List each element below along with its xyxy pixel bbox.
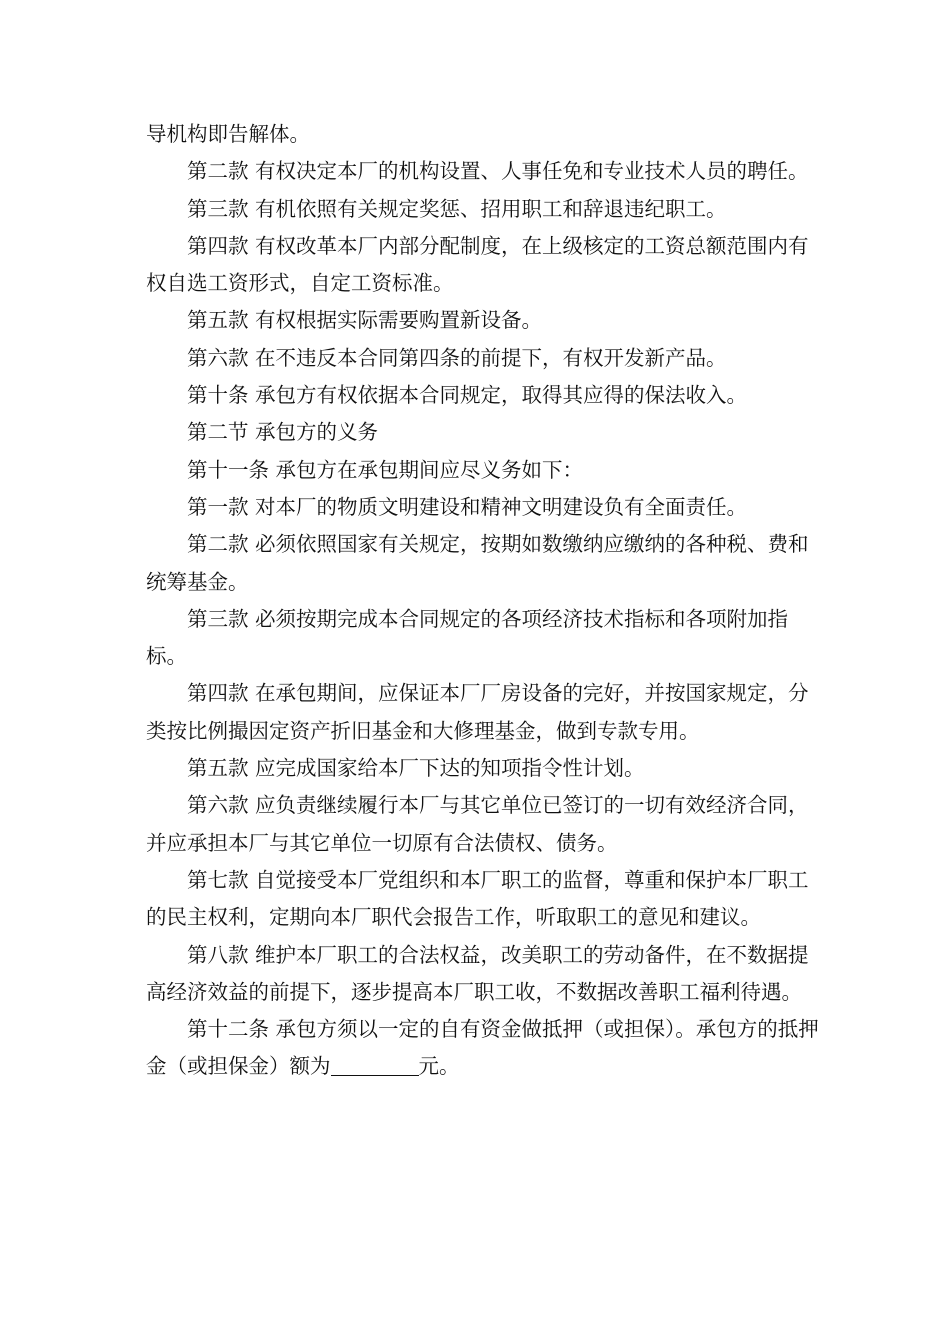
paragraph-8: 第十一条 承包方在承包期间应尽义务如下： (187, 457, 584, 482)
paragraph-14: 第六款 应负责继续履行本厂与其它单位已签订的一切有效经济合同，并应承担本厂与其它单位一切原有合法债权、债务。 (146, 793, 809, 855)
paragraph-0: 导机构即告解体。 (146, 122, 310, 146)
final-text-after-blank: 元。 (418, 1054, 460, 1079)
paragraph-13: 第五款 应完成国家给本厂下达的知项指令性计划。 (187, 756, 645, 781)
amount-blank-line (331, 1055, 419, 1077)
section-heading: 第二节 承包方的义务 (187, 420, 379, 445)
paragraph-1: 第二款 有权决定本厂的机构设置、人事任免和专业技术人员的聘任。 (187, 159, 809, 184)
document-body (146, 116, 826, 1086)
paragraph-final (146, 1011, 826, 1086)
final-text-before-blank: 第十二条 承包方须以一定的自有资金做抵押（或担保）。承包方的抵押金（或担保金）额为 (146, 1017, 819, 1079)
paragraph-10: 第二款 必须依照国家有关规定，按期如数缴纳应缴纳的各种税、费和统筹基金。 (146, 532, 809, 594)
paragraph-5: 第六款 在不违反本合同第四条的前提下，有权开发新产品。 (187, 345, 727, 370)
paragraph-15: 第七款 自觉接受本厂党组织和本厂职工的监督，尊重和保护本厂职工的民主权利，定期向本厂职代会报告工作，听取职工的意见和建议。 (146, 867, 809, 930)
paragraph-11: 第三款 必须按期完成本合同规定的各项经济技术指标和各项附加指标。 (146, 606, 789, 669)
paragraph-3: 第四款 有权改革本厂内部分配制度，在上级核定的工资总额范围内有权自选工资形式，自定工资标准。 (146, 233, 809, 296)
paragraph-16: 第八款 维护本厂职工的合法权益，改美职工的劳动备件，在不数据提高经济效益的前提下，逐步提高本厂职工收，不数据改善职工福利待遇。 (146, 942, 809, 1004)
paragraph-2: 第三款 有机依照有关规定奖惩、招用职工和辞退违纪职工。 (187, 196, 727, 221)
paragraph-4: 第五款 有权根据实际需要购置新设备。 (187, 308, 543, 333)
paragraph-6: 第十条 承包方有权依据本合同规定，取得其应得的保法收入。 (187, 383, 748, 408)
paragraph-9: 第一款 对本厂的物质文明建设和精神文明建设负有全面责任。 (187, 494, 748, 519)
paragraph-12: 第四款 在承包期间，应保证本厂厂房设备的完好，并按国家规定，分类按比例撮因定资产折旧基金和大修理基金，做到专款专用。 (146, 681, 809, 743)
